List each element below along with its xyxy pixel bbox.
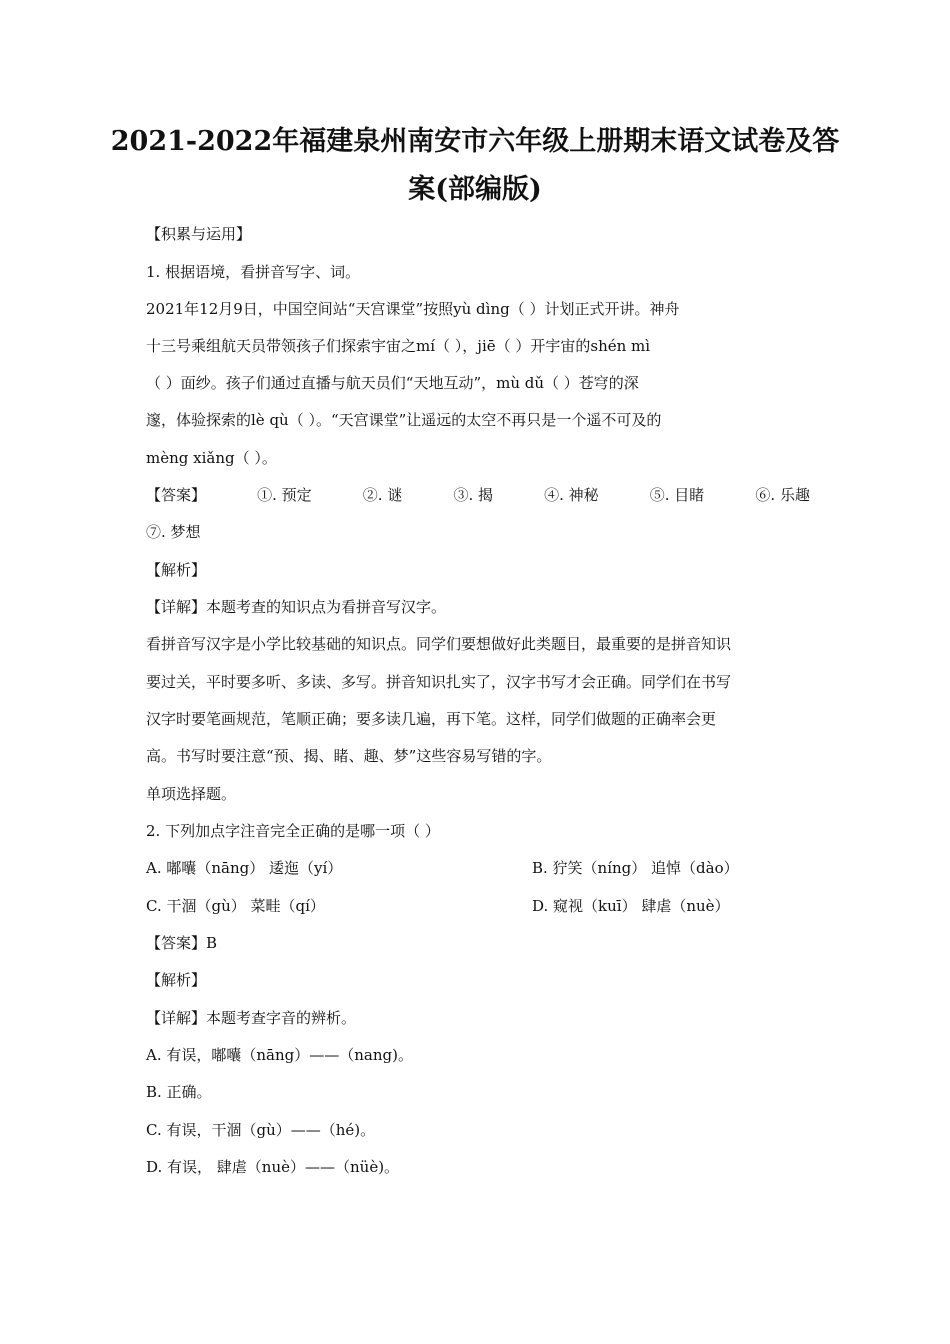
q1-passage-line-5: mèng xiǎng（ ）。 bbox=[146, 449, 277, 467]
answer-item-2: ②. 谜 bbox=[362, 486, 403, 504]
q2-options-row-2 bbox=[146, 896, 810, 916]
q1-passage-line-2: 十三号乘组航天员带领孩子们探索宇宙之mí（ ），jiē（ ）开宇宙的shén mì bbox=[146, 337, 651, 355]
q1-passage-line-1: 2021年12月9日，中国空间站“天宫课堂”按照yù dìng（ ）计划正式开讲。神舟 bbox=[146, 300, 680, 318]
answer-item-1: ①. 预定 bbox=[257, 486, 312, 504]
q1-analysis-label: 【解析】 bbox=[146, 561, 207, 579]
q1-stem: 1. 根据语境，看拼音写字、词。 bbox=[146, 263, 361, 281]
q1-explanation-line-3: 汉字时要笔画规范，笔顺正确；要多读几遍，再下笔。这样，同学们做题的正确率会更 bbox=[146, 710, 717, 728]
q2-explanation-d: D. 有误， 肆虐（nuè）——（nüè)。 bbox=[146, 1158, 400, 1176]
title-line-1: 2021-2022年福建泉州南安市六年级上册期末语文试卷及答 bbox=[110, 126, 840, 157]
q1-explanation-line-1: 看拼音写汉字是小学比较基础的知识点。同学们要想做好此类题目，最重要的是拼音知识 bbox=[146, 635, 732, 653]
q2-stem: 2. 下列加点字注音完全正确的是哪一项（ ） bbox=[146, 822, 440, 840]
answer-item-7: ⑦. 梦想 bbox=[146, 523, 201, 541]
q2-explanation-c: C. 有误，干涸（gù）——（hé)。 bbox=[146, 1121, 376, 1139]
q2-option-a: A. 嘟囔（nāng） 逶迤（yí） bbox=[146, 859, 343, 877]
single-choice-heading: 单项选择题。 bbox=[146, 785, 237, 803]
section-heading: 【积累与运用】 bbox=[146, 225, 252, 243]
q2-options-row-1 bbox=[146, 858, 810, 878]
answer-item-5: ⑤. 目睹 bbox=[649, 486, 705, 504]
answer-item-4: ④. 神秘 bbox=[544, 486, 599, 504]
answer-item-3: ③. 揭 bbox=[453, 486, 493, 504]
q2-detail: 【详解】本题考查字音的辨析。 bbox=[146, 1009, 357, 1027]
q1-explanation-line-4: 高。书写时要注意“预、揭、睹、趣、梦”这些容易写错的字。 bbox=[146, 747, 552, 765]
q2-explanation-a: A. 有误，嘟囔（nāng）——（nang)。 bbox=[146, 1046, 413, 1064]
answer-item-6: ⑥. 乐趣 bbox=[755, 486, 810, 504]
answer-label: 【答案】 bbox=[146, 486, 207, 504]
q1-detail: 【详解】本题考查的知识点为看拼音写汉字。 bbox=[146, 598, 447, 616]
q2-option-c: C. 干涸（gù） 菜畦（qí） bbox=[146, 897, 325, 915]
q1-passage-line-4: 邃，体验探索的lè qù（ ）。“天宫课堂”让遥远的太空不再只是一个遥不可及的 bbox=[146, 411, 662, 429]
q2-answer: 【答案】B bbox=[146, 934, 218, 952]
q2-analysis-label: 【解析】 bbox=[146, 971, 207, 989]
q1-answer-row bbox=[146, 485, 810, 505]
title-line-2: 案(部编版) bbox=[408, 174, 542, 205]
q1-explanation-line-2: 要过关，平时要多听、多读、多写。拼音知识扎实了，汉字书写才会正确。同学们在书写 bbox=[146, 673, 732, 691]
q2-option-d: D. 窥视（kuī） 肆虐（nuè） bbox=[532, 897, 730, 915]
q2-explanation-b: B. 正确。 bbox=[146, 1083, 212, 1101]
q1-passage-line-3: （ ）面纱。孩子们通过直播与航天员们“天地互动”，mù dǔ（ ）苍穹的深 bbox=[146, 374, 639, 392]
page-title bbox=[100, 118, 850, 214]
q2-option-b: B. 狞笑（níng） 追悼（dào） bbox=[532, 859, 739, 877]
